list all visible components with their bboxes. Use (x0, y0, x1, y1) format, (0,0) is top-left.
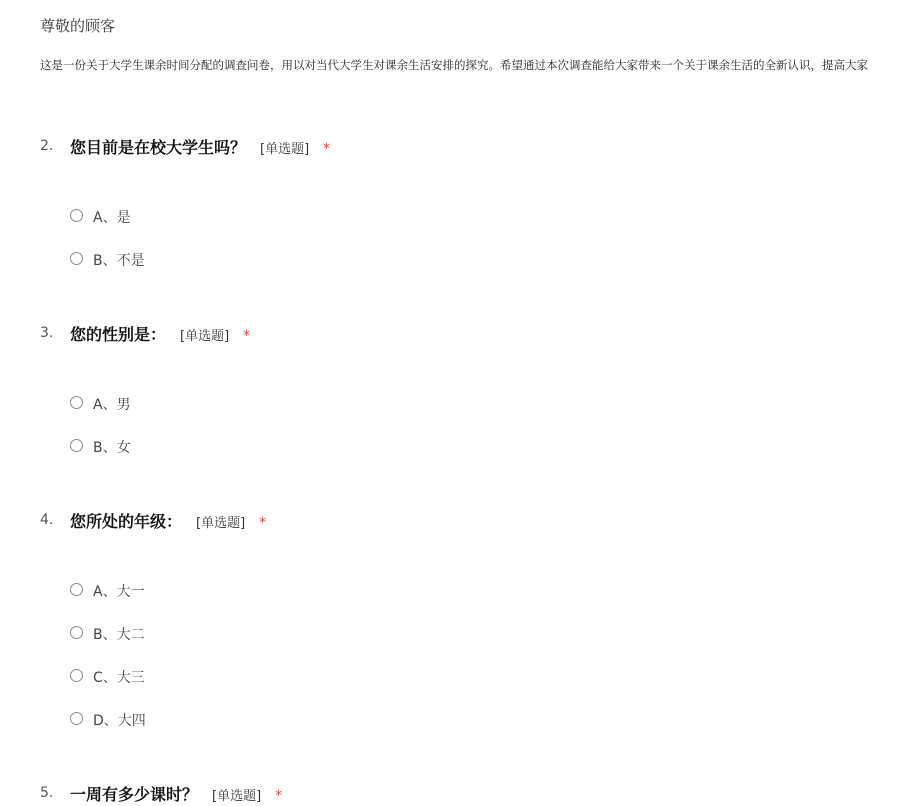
option-q2-b[interactable] (70, 250, 370, 270)
question-type-tag: [单选题] (212, 789, 262, 804)
radio-button[interactable] (70, 439, 83, 452)
radio-button[interactable] (70, 669, 83, 682)
option-label: B、女 (93, 440, 131, 456)
question-header (0, 322, 900, 346)
option-label: A、大一 (93, 584, 145, 600)
question-title-text: 您所处的年级： (70, 512, 183, 531)
survey-intro: 这是一份关于大学生课余时间分配的调查问卷，用以对当代大学生对课余生活安排的探究。希望通过本次调查能给大家带来一个关于课余生活的全新认识，提高大家 (40, 58, 868, 72)
question-title (70, 509, 266, 532)
option-q3-a[interactable] (70, 394, 370, 414)
option-label: C、大三 (93, 670, 145, 686)
option-label: A、男 (93, 397, 131, 413)
radio-button[interactable] (70, 396, 83, 409)
radio-button[interactable] (70, 252, 83, 265)
radio-button[interactable] (70, 712, 83, 725)
option-q3-b[interactable] (70, 437, 370, 457)
survey-greeting: 尊敬的顾客 (40, 17, 116, 35)
question-number: 5. (40, 785, 54, 801)
question-number: 4. (40, 512, 54, 528)
question-title-text: 您目前是在校大学生吗？ (70, 138, 247, 157)
option-label: D、大四 (93, 713, 146, 729)
question-title-text: 一周有多少课时？ (70, 785, 199, 804)
question-header (0, 135, 900, 159)
option-q4-b[interactable] (70, 624, 370, 644)
option-label: B、大二 (93, 627, 145, 643)
question-title-text: 您的性别是： (70, 325, 167, 344)
required-marker: * (259, 515, 267, 531)
question-header (0, 782, 900, 806)
question-header (0, 509, 900, 533)
required-marker: * (275, 788, 283, 804)
radio-button[interactable] (70, 209, 83, 222)
required-marker: * (323, 141, 331, 157)
question-type-tag: [单选题] (180, 329, 230, 344)
question-number: 2. (40, 138, 54, 154)
question-type-tag: [单选题] (196, 516, 246, 531)
option-q2-a[interactable] (70, 207, 370, 227)
question-title (70, 782, 282, 805)
question-number: 3. (40, 325, 54, 341)
required-marker: * (243, 328, 251, 344)
radio-button[interactable] (70, 583, 83, 596)
option-q4-c[interactable] (70, 667, 370, 687)
option-label: B、不是 (93, 253, 145, 269)
question-title (70, 135, 330, 158)
option-label: A、是 (93, 210, 131, 226)
question-title (70, 322, 250, 345)
option-q4-d[interactable] (70, 710, 370, 730)
option-q4-a[interactable] (70, 581, 370, 601)
radio-button[interactable] (70, 626, 83, 639)
question-type-tag: [单选题] (260, 142, 310, 157)
